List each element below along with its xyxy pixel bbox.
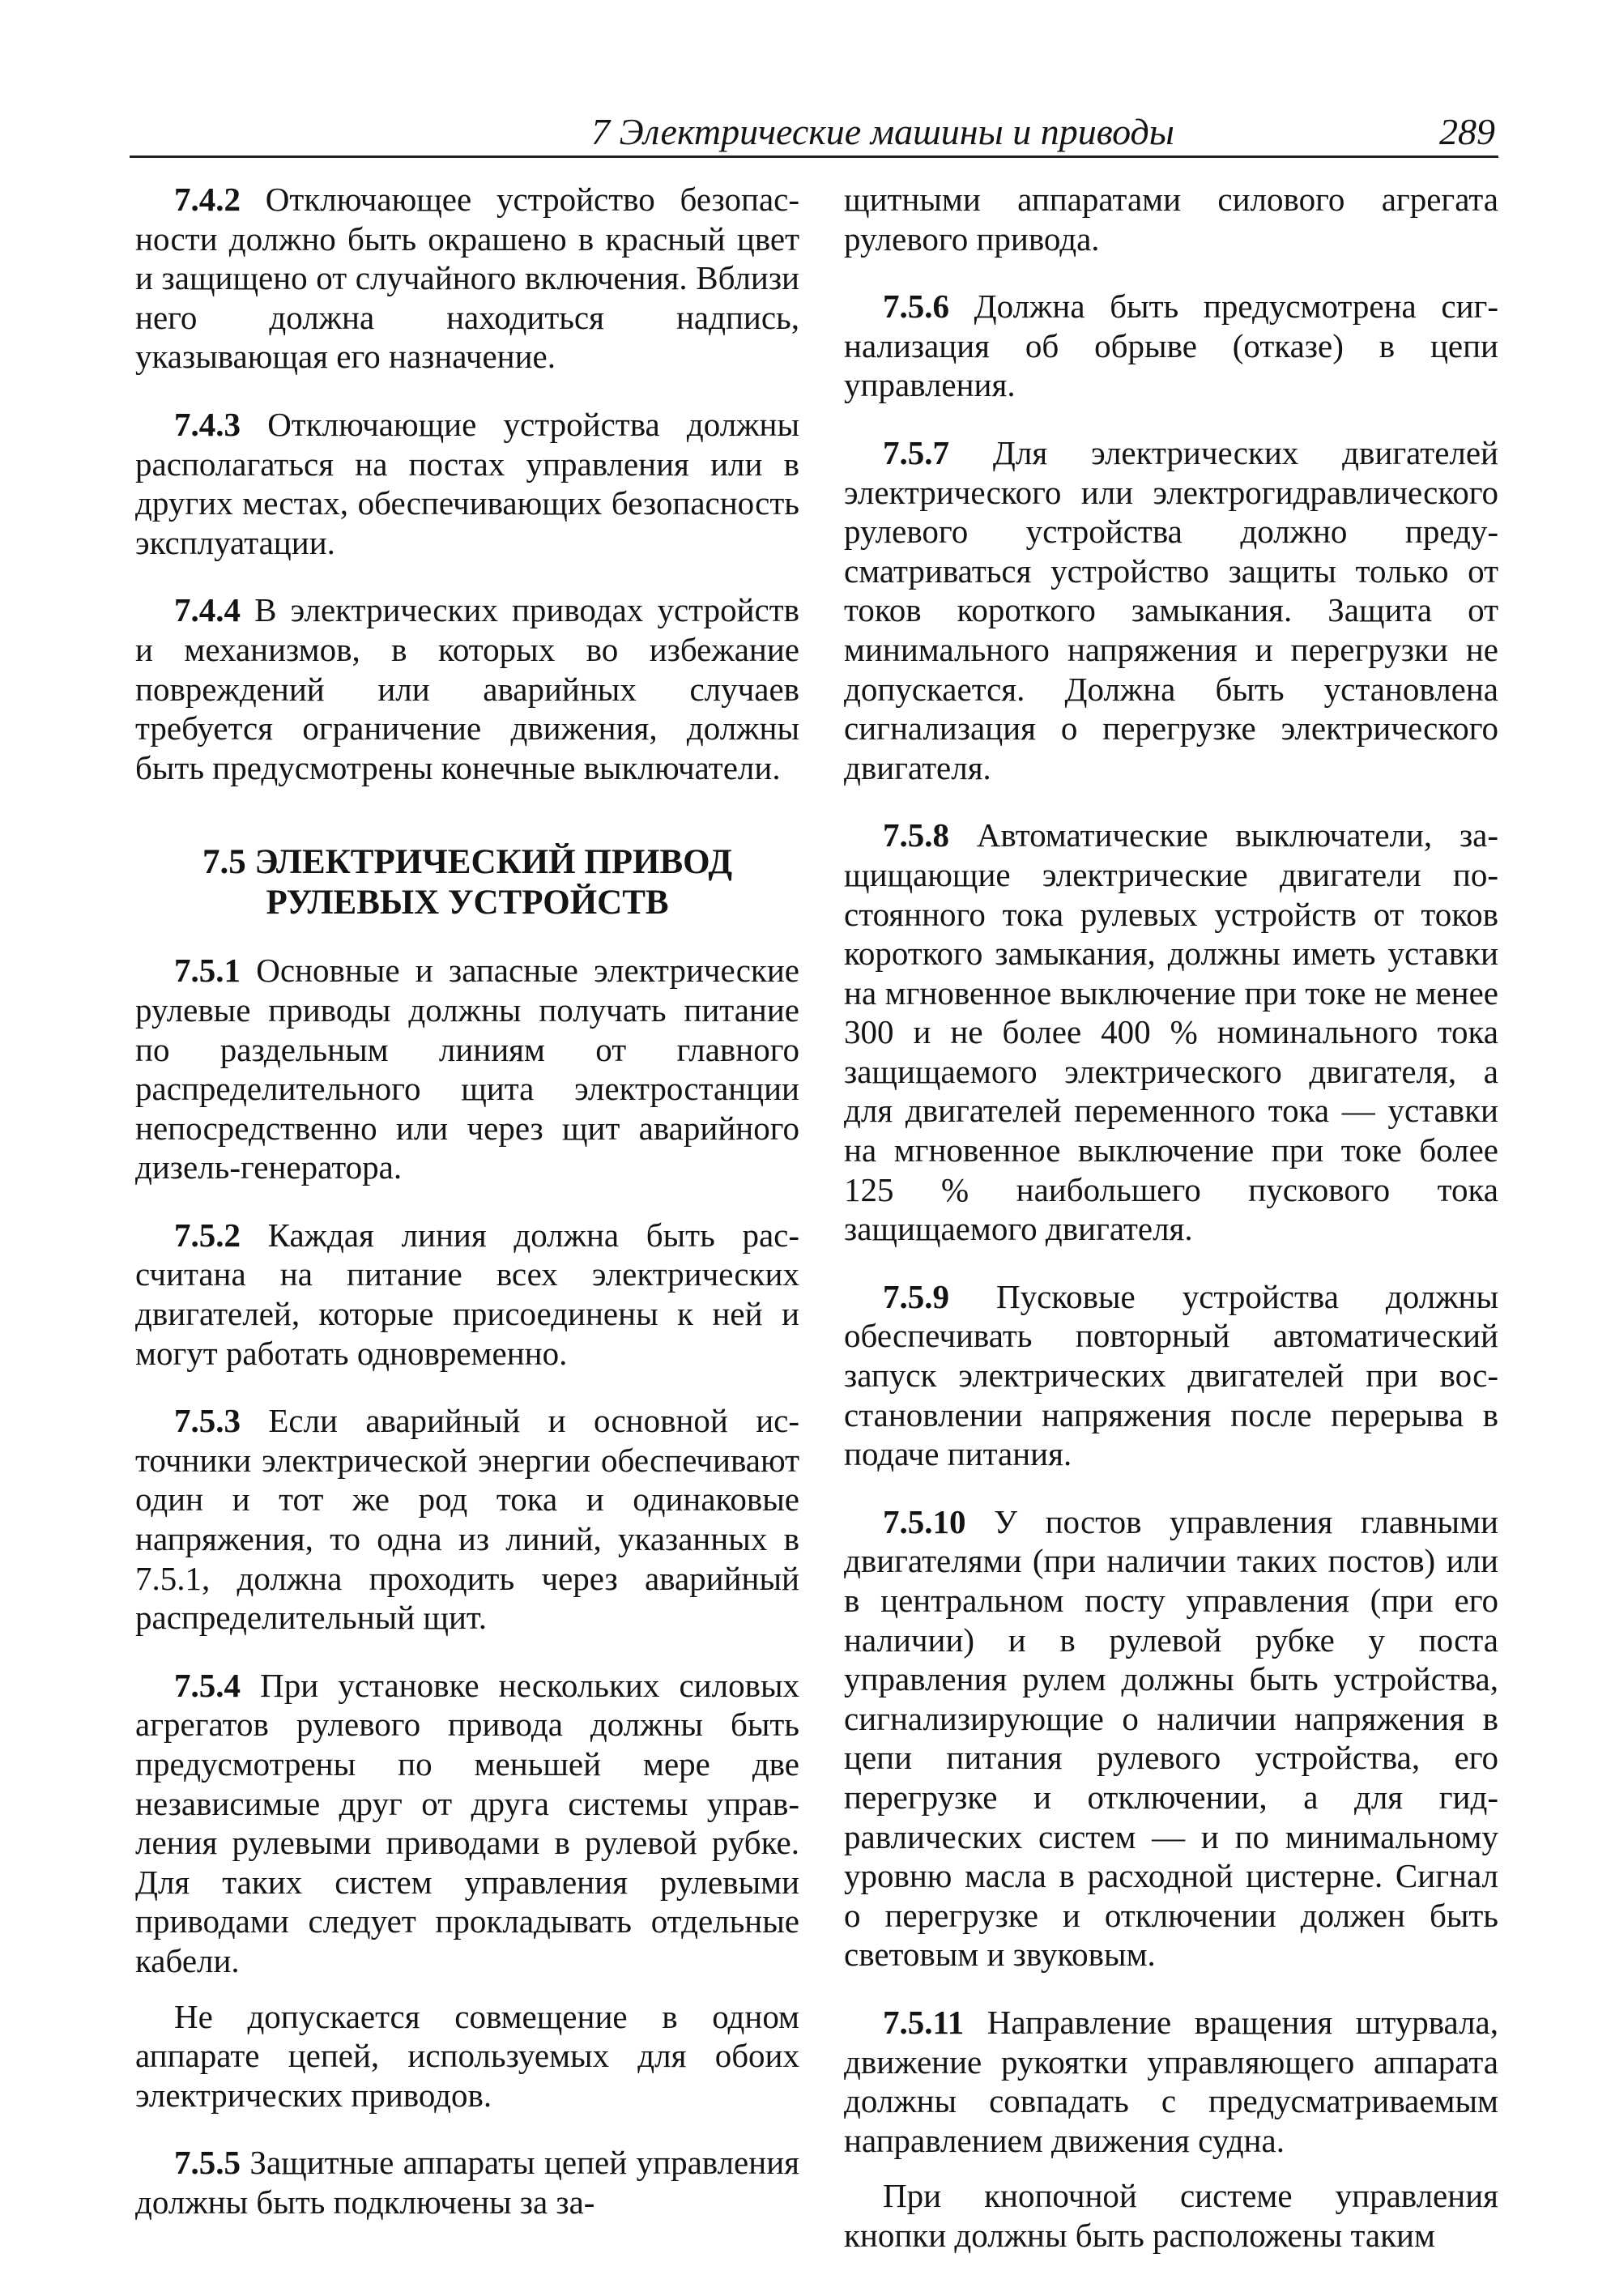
section-heading: 7.5 ЭЛЕКТРИЧЕСКИЙ ПРИВОД РУЛЕВЫХ УСТРОЙСТВ <box>202 843 733 922</box>
paragraph-7-5-11-continued: При кнопочной системе управления кнопки должны быть расположены таким <box>844 2177 1498 2254</box>
clause-text: Отключающие устройства должны располагаться на постах управления или в других местах, обеспечивающих безопасность эксплуатации. <box>135 405 799 561</box>
paragraph-7-5-3 <box>135 1401 799 1638</box>
clause-text: Пусковые устройства должны обеспечивать повторный автоматический запуск электрических двигателей при восстановлении напряжения после перерыва в подаче питания. <box>844 1277 1498 1473</box>
clause-text: В электрических приводах устройств и механизмов, в которых во избежание повреждений или аварийных случаев требуется ограничение движения, должны быть предусмотрены конечные выключатели. <box>135 591 799 786</box>
clause-number: 7.5.6 <box>883 288 949 326</box>
paragraph-7-5-4-continued: Не допускается совмещение в одном аппарате цепей, используемых для обоих электрических приводов. <box>135 1997 799 2114</box>
paragraph-7-5-8 <box>844 816 1498 1249</box>
right-column <box>844 180 1498 2284</box>
paragraph-7-5-11 <box>844 2003 1498 2160</box>
paragraph-7-5-9 <box>844 1277 1498 1474</box>
clause-number: 7.5.2 <box>174 1216 241 1254</box>
paragraph-7-5-2 <box>135 1216 799 1373</box>
clause-number: 7.4.2 <box>174 181 241 218</box>
paragraph-7-4-4 <box>135 590 799 787</box>
clause-text: Направление вращения штурвала, движение рукоятки управляющего аппарата должны совпадать с предусматриваемым направлением движения судна. <box>844 2003 1498 2159</box>
page-number: 289 <box>1439 111 1495 152</box>
clause-number: 7.5.4 <box>174 1666 241 1704</box>
paragraph-7-5-1 <box>135 951 799 1187</box>
clause-text: Основные и запасные электрические рулевые приводы должны получать питание по раздельным линиям от главного распределительного щита электростанции непосредственно или через щит аварийного дизель-генератора. <box>135 952 799 1186</box>
clause-text: Должна быть предусмотрена сигнализация об обрыве (отказе) в цепи управления. <box>844 288 1498 404</box>
clause-text: Каждая линия должна быть рассчитана на питание всех электрических двигателей, которые присоединены к ней и могут работать одновременно. <box>135 1216 799 1372</box>
left-column <box>135 180 799 2222</box>
clause-number: 7.4.3 <box>174 405 241 443</box>
clause-text: Отключающее устройство безопасности должно быть окрашено в красный цвет и защищено от случайного включения. Вблизи него должна находиться надпись, указывающая его назначение. <box>135 181 799 376</box>
clause-number: 7.5.10 <box>883 1502 966 1540</box>
clause-number: 7.5.9 <box>883 1277 949 1315</box>
paragraph-7-5-5-continued: щитными аппаратами силового агрегата рулевого привода. <box>844 181 1498 258</box>
paragraph-7-5-4 <box>135 1666 799 1981</box>
paragraph-7-5-10 <box>844 1502 1498 1974</box>
clause-number: 7.5.8 <box>883 816 949 854</box>
clause-text: Автоматические выключатели, защищающие электрические двигатели постоянного тока рулевых устройств от токов короткого замыкания, должны иметь уставки на мгновенное выключение при токе не менее 300 и не более 400 % номинального тока защищаемого электрического двигателя, а для двигателей переменного тока — уставки на мгновенное выключение при токе более 125 % наибольшего пускового тока защищаемого двигателя. <box>844 816 1498 1248</box>
paragraph-7-4-3 <box>135 405 799 562</box>
clause-number: 7.4.4 <box>174 591 241 629</box>
running-title: 7 Электрические машины и приводы <box>591 111 1174 152</box>
paragraph-7-4-2 <box>135 180 799 377</box>
clause-number: 7.5.1 <box>174 952 241 990</box>
clause-text: Защитные аппараты цепей управления должны быть подключены за за- <box>135 2144 799 2221</box>
paragraph-7-5-5 <box>135 2143 799 2221</box>
clause-text: У постов управления главными двигателями (при наличии таких постов) или в центральном посту управления (при его наличии) и в рулевой рубке у поста управления рулем должны быть устройства, сигнализирующие о наличии напряжения в цепи питания рулевого устройства, его перегрузке и отключении, а для гидравлических систем — и по минимальному уровню масла в расходной цистерне. Сигнал о перегрузке и отключении должен быть световым и звуковым. <box>844 1502 1498 1974</box>
clause-text: Для электрических двигателей электрического или электрогидравлического рулевого устройства должно предусматриваться устройство защиты только от токов короткого замыкания. Защита от минимального напряжения и перегрузки не допускается. Должна быть установлена сигнализация о перегрузке электрического двигателя. <box>844 433 1498 786</box>
clause-text: Если аварийный и основной источники электрической энергии обеспечивают один и тот же род тока и одинаковые напряжения, то одна из линий, указанных в 7.5.1, должна проходить через аварийный распределительный щит. <box>135 1402 799 1637</box>
clause-text: При установке нескольких силовых агрегатов рулевого привода должны быть предусмотрены по меньшей мере две независимые друг от друга системы управления рулевыми приводами в рулевой рубке. Для таких систем управления рулевыми приводами следует прокладывать отдельные кабели. <box>135 1666 799 1979</box>
clause-number: 7.5.5 <box>174 2144 241 2182</box>
clause-number: 7.5.3 <box>174 1402 241 1440</box>
clause-number: 7.5.11 <box>883 2003 965 2041</box>
paragraph-7-5-6 <box>844 287 1498 405</box>
clause-number: 7.5.7 <box>883 433 949 471</box>
running-header <box>130 109 1498 158</box>
paragraph-7-5-7 <box>844 433 1498 787</box>
